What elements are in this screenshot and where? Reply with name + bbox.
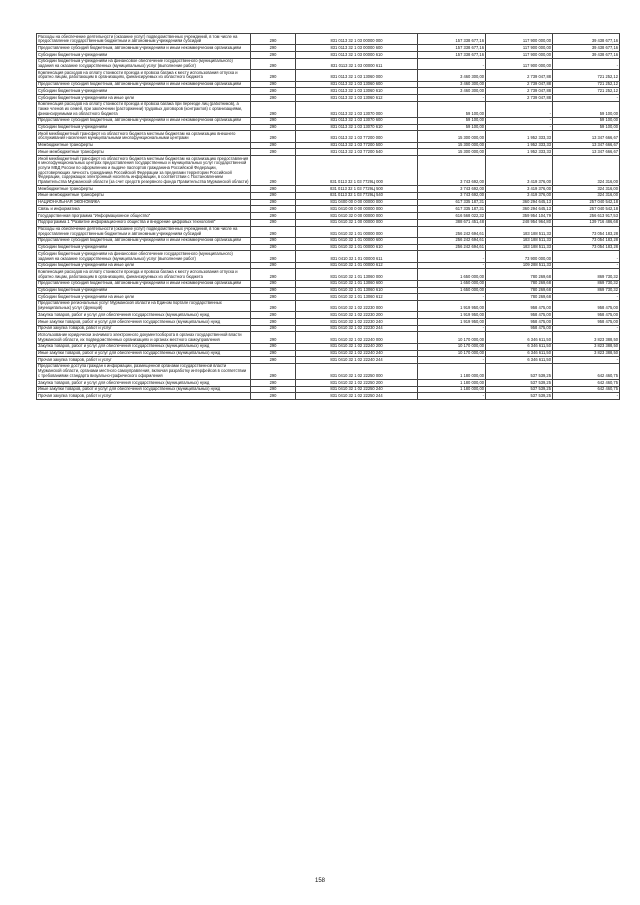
row-line-code-cell: 290 (251, 81, 296, 88)
row-unexecuted-cell: 13 347 666,67 (553, 131, 620, 142)
row-approved-cell: 10 170 000,00 (418, 350, 486, 357)
row-executed-cell: 1 952 333,33 (486, 142, 553, 149)
row-line-code-cell: 290 (251, 386, 296, 393)
row-unexecuted-cell: 73 054 183,28 (553, 226, 620, 237)
row-name-cell: Иные межбюджетные трансферты (37, 149, 251, 156)
row-budget-code-cell: 831 0410 32 1 02 22230 000 (296, 300, 418, 311)
row-executed-cell: 1 952 333,33 (486, 149, 553, 156)
row-executed-cell: 2 739 047,88 (486, 81, 553, 88)
row-name-cell: Межбюджетные трансферты (37, 186, 251, 193)
row-unexecuted-cell: - (553, 357, 620, 364)
row-name-cell: Субсидии бюджетным учреждениям на иные цели (37, 294, 251, 301)
row-approved-cell: - (418, 95, 486, 102)
row-approved-cell: 157 338 677,16 (418, 45, 486, 52)
row-name-cell: Иные закупки товаров, работ и услуг для обеспечения государственных (муниципальных) нужд (37, 386, 251, 393)
row-unexecuted-cell: 13 347 666,67 (553, 142, 620, 149)
row-executed-cell: 6 346 611,50 (486, 332, 553, 343)
row-approved-cell: 256 242 694,61 (418, 237, 486, 244)
row-name-cell: Расходы на обеспечение деятельности (оказание услуг) подведомственных учреждений, в том числе на предоставление государственным бюджетным и автономным учреждениям субсидий (37, 34, 251, 45)
row-name-cell: Подпрограмма 1 "Развитие информационного общества и внедрение цифровых технологий" (37, 219, 251, 226)
row-executed-cell: 183 188 511,33 (486, 244, 553, 251)
table-row (37, 363, 620, 379)
row-budget-code-cell: 831 0113 32 1 03 13060 600 (296, 81, 418, 88)
row-line-code-cell: 290 (251, 363, 296, 379)
row-name-cell: Компенсация расходов на оплату стоимости проезда и провоза багажа к месту использования отпуска и обратно лицам, работающим в организациях, финансируемых из областного бюджета (37, 269, 251, 280)
table-row (37, 312, 620, 319)
row-budget-code-cell: 831 0113 32 1 03 00000 000 (296, 34, 418, 45)
row-budget-code-cell: 831 0410 32 1 02 22240 244 (296, 357, 418, 364)
row-approved-cell: 256 242 694,61 (418, 226, 486, 237)
budget-table (36, 33, 620, 400)
row-name-cell: Предоставление субсидий бюджетным, автономным учреждениям и иным некоммерческим организациям (37, 237, 251, 244)
row-executed-cell: 2 739 047,88 (486, 70, 553, 81)
row-budget-code-cell: 831 0113 32 1 03 77200 500 (296, 142, 418, 149)
table-row (37, 380, 620, 387)
row-name-cell: Субсидии бюджетным учреждениям (37, 244, 251, 251)
row-line-code-cell: 290 (251, 300, 296, 311)
row-name-cell: Иные межбюджетные трансферты (37, 192, 251, 199)
row-line-code-cell: 290 (251, 45, 296, 52)
row-budget-code-cell: 831 0113 32 1 03 13070 610 (296, 124, 418, 131)
row-name-cell: Предоставление доступа граждан к информации, размещенной органами государственной власти Мурманской области, органами местного самоуправления, включая разработку интерфейсов в соответствии с требованиями стандарта визуально-графического оформления (37, 363, 251, 379)
row-line-code-cell: 290 (251, 149, 296, 156)
row-name-cell: Расходы на обеспечение деятельности (оказание услуг) подведомственных учреждений, в том числе на предоставление государственным бюджетным и автономным учреждениям субсидий (37, 226, 251, 237)
row-budget-code-cell: 831 0410 32 1 02 22250 240 (296, 386, 418, 393)
table-row (37, 280, 620, 287)
row-line-code-cell: 290 (251, 393, 296, 400)
row-executed-cell: 780 269,68 (486, 294, 553, 301)
row-name-cell: Прочая закупка товаров, работ и услуг (37, 393, 251, 400)
table-row (37, 186, 620, 193)
row-approved-cell: 3 743 692,00 (418, 192, 486, 199)
row-approved-cell: 1 650 000,00 (418, 287, 486, 294)
table-row (37, 300, 620, 311)
row-unexecuted-cell: 13 347 666,67 (553, 149, 620, 156)
row-name-cell: Иные закупки товаров, работ и услуг для обеспечения государственных (муниципальных) нужд (37, 319, 251, 326)
row-executed-cell: 73 900 000,00 (486, 251, 553, 262)
row-executed-cell: 117 900 000,00 (486, 52, 553, 59)
table-row (37, 124, 620, 131)
row-approved-cell: 1 180 000,00 (418, 363, 486, 379)
table-row (37, 350, 620, 357)
table-row (37, 199, 620, 206)
row-budget-code-cell: 831 0113 32 1 03 00000 610 (296, 52, 418, 59)
table-row (37, 58, 620, 69)
row-budget-code-cell: 831 0410 32 1 02 22250 200 (296, 380, 418, 387)
row-name-cell: Субсидии бюджетным учреждениям (37, 124, 251, 131)
row-executed-cell: 958 475,00 (486, 325, 553, 332)
row-executed-cell: 360 294 645,13 (486, 206, 553, 213)
row-approved-cell: 1 919 950,00 (418, 312, 486, 319)
row-name-cell: Предоставление субсидий бюджетным, автономным учреждениям и иным некоммерческим организациям (37, 280, 251, 287)
row-budget-code-cell: 831 0410 32 1 01 00000 000 (296, 226, 418, 237)
row-executed-cell: - (486, 124, 553, 131)
row-unexecuted-cell: 3 823 388,50 (553, 332, 620, 343)
row-approved-cell: 3 460 300,00 (418, 81, 486, 88)
table-row (37, 294, 620, 301)
row-name-cell: Субсидии бюджетным учреждениям на финансовое обеспечение государственного (муниципального) задания на оказание государственных (муниципальных) услуг (выполнение работ) (37, 251, 251, 262)
row-approved-cell: 617 335 187,31 (418, 199, 486, 206)
row-unexecuted-cell: 958 475,00 (553, 312, 620, 319)
row-budget-code-cell: 831 0410 32 1 02 22230 200 (296, 312, 418, 319)
row-approved-cell: - (418, 294, 486, 301)
row-name-cell: Иной межбюджетный трансферт из областного бюджета местным бюджетам на организацию внешнего обслуживания населения муниципальными многофункциональными центрами (37, 131, 251, 142)
row-line-code-cell: 290 (251, 70, 296, 81)
row-budget-code-cell: 831 0410 32 1 01 00000 611 (296, 251, 418, 262)
row-name-cell: Иной межбюджетный трансферт из областного бюджета местным бюджетам на организацию предоставления в многофункциональных центрах предоставления государственных и муниципальных услуг государственной услуги МВД России по оформлению и выдаче паспортов гражданина Российской Федерации, удостоверяющих личность гражданина Российской Федерации за пределами территории Российской Федерации, содержащих электронный носитель информации, в соответствии с Постановлением Правительства Мурманской области (за счет средств резервного фонда Правительства Мурманской области) (37, 156, 251, 186)
row-executed-cell: - (486, 117, 553, 124)
row-name-cell: Предоставление региональных услуг Мурманской области на Едином портале государственных (муниципальных) услуг (функций) (37, 300, 251, 311)
table-row (37, 156, 620, 186)
row-executed-cell: 117 900 000,00 (486, 34, 553, 45)
row-line-code-cell: 290 (251, 280, 296, 287)
row-unexecuted-cell: - (553, 95, 620, 102)
row-unexecuted-cell: - (553, 393, 620, 400)
row-unexecuted-cell: 642 460,75 (553, 380, 620, 387)
row-unexecuted-cell: - (553, 251, 620, 262)
row-approved-cell: 1 180 000,00 (418, 386, 486, 393)
row-executed-cell: 117 900 000,00 (486, 58, 553, 69)
row-executed-cell: 6 346 611,50 (486, 357, 553, 364)
row-unexecuted-cell: 958 475,00 (553, 319, 620, 326)
row-budget-code-cell: 831 0410 32 1 01 13060 600 (296, 280, 418, 287)
row-name-cell: Межбюджетные трансферты (37, 142, 251, 149)
table-row (37, 88, 620, 95)
row-unexecuted-cell: 721 252,12 (553, 70, 620, 81)
row-executed-cell: 2 739 047,88 (486, 88, 553, 95)
row-approved-cell: 3 743 692,00 (418, 186, 486, 193)
row-name-cell: Субсидии бюджетным учреждениям (37, 52, 251, 59)
row-budget-code-cell: 831 0410 32 1 02 22250 244 (296, 393, 418, 400)
row-line-code-cell: 290 (251, 95, 296, 102)
row-executed-cell: 537 539,25 (486, 380, 553, 387)
row-name-cell: Закупка товаров, работ и услуг для обеспечения государственных (муниципальных) нужд (37, 380, 251, 387)
row-budget-code-cell: 831 0410 00 0 00 00000 000 (296, 206, 418, 213)
row-unexecuted-cell: 139 716 486,68 (553, 219, 620, 226)
row-unexecuted-cell: 39 438 677,16 (553, 34, 620, 45)
table-row (37, 287, 620, 294)
row-approved-cell: 15 300 000,00 (418, 149, 486, 156)
row-budget-code-cell: 831 0410 32 1 01 00000 612 (296, 262, 418, 269)
row-approved-cell: 1 919 950,00 (418, 300, 486, 311)
table-row (37, 219, 620, 226)
row-line-code-cell: 290 (251, 142, 296, 149)
row-executed-cell: 1 952 333,33 (486, 131, 553, 142)
row-line-code-cell: 290 (251, 124, 296, 131)
row-unexecuted-cell: 3 823 388,50 (553, 343, 620, 350)
row-line-code-cell: 290 (251, 357, 296, 364)
row-executed-cell: 780 269,68 (486, 280, 553, 287)
row-unexecuted-cell: - (553, 294, 620, 301)
row-executed-cell: 958 475,00 (486, 312, 553, 319)
row-executed-cell: 537 539,25 (486, 393, 553, 400)
table-row (37, 325, 620, 332)
row-budget-code-cell: 831 0410 32 1 01 13060 612 (296, 294, 418, 301)
row-line-code-cell: 290 (251, 34, 296, 45)
row-approved-cell: - (418, 325, 486, 332)
table-row (37, 117, 620, 124)
row-name-cell: Субсидии бюджетным учреждениям (37, 88, 251, 95)
row-approved-cell: 616 568 022,32 (418, 213, 486, 220)
row-line-code-cell: 290 (251, 226, 296, 237)
row-unexecuted-cell: - (553, 325, 620, 332)
row-budget-code-cell: 831 0410 32 1 01 00000 610 (296, 244, 418, 251)
row-line-code-cell: 290 (251, 262, 296, 269)
row-executed-cell: 109 288 511,33 (486, 262, 553, 269)
row-approved-cell: 388 671 451,48 (418, 219, 486, 226)
row-line-code-cell: 290 (251, 88, 296, 95)
table-body (37, 34, 620, 400)
table-row (37, 34, 620, 45)
row-unexecuted-cell: 721 252,12 (553, 81, 620, 88)
row-budget-code-cell: 831 0410 32 1 02 22230 244 (296, 325, 418, 332)
row-name-cell: Закупка товаров, работ и услуг для обеспечения государственных (муниципальных) нужд (37, 312, 251, 319)
row-unexecuted-cell: 39 438 677,16 (553, 52, 620, 59)
table-row (37, 251, 620, 262)
row-budget-code-cell: 831 0410 32 1 02 22230 240 (296, 319, 418, 326)
row-line-code-cell: 290 (251, 206, 296, 213)
row-unexecuted-cell: 642 460,75 (553, 363, 620, 379)
row-line-code-cell: 290 (251, 325, 296, 332)
row-approved-cell: 10 170 000,00 (418, 343, 486, 350)
row-name-cell: Предоставление субсидий бюджетным, автономным учреждениям и иным некоммерческим организациям (37, 45, 251, 52)
row-executed-cell: 537 539,25 (486, 386, 553, 393)
row-name-cell: Закупка товаров, работ и услуг для обеспечения государственных (муниципальных) нужд (37, 343, 251, 350)
table-row (37, 142, 620, 149)
row-unexecuted-cell: 324 316,00 (553, 192, 620, 199)
row-approved-cell: 59 100,00 (418, 101, 486, 117)
row-name-cell: Предоставление субсидий бюджетным, автономным учреждениям и иным некоммерческим организациям (37, 81, 251, 88)
row-budget-code-cell: 831 0113 32 1 03 13070 000 (296, 101, 418, 117)
row-line-code-cell: 290 (251, 294, 296, 301)
row-budget-code-cell: 831 0113 32 1 03 7729Ц 500 (296, 186, 418, 193)
row-name-cell: Субсидии бюджетным учреждениям на финансовое обеспечение государственного (муниципального) задания на оказание государственных (муниципальных) услуг (выполнение работ) (37, 58, 251, 69)
row-unexecuted-cell: 39 438 677,16 (553, 45, 620, 52)
table-row (37, 81, 620, 88)
row-approved-cell: 59 100,00 (418, 117, 486, 124)
row-approved-cell: 617 335 187,31 (418, 206, 486, 213)
row-approved-cell: 10 170 000,00 (418, 332, 486, 343)
row-executed-cell: 183 188 511,33 (486, 226, 553, 237)
row-line-code-cell: 290 (251, 287, 296, 294)
row-name-cell: Иные закупки товаров, работ и услуг для обеспечения государственных (муниципальных) нужд (37, 350, 251, 357)
row-line-code-cell: 290 (251, 131, 296, 142)
table-row (37, 226, 620, 237)
row-unexecuted-cell: 73 054 183,28 (553, 237, 620, 244)
row-approved-cell: 157 338 677,16 (418, 34, 486, 45)
row-approved-cell: - (418, 357, 486, 364)
row-budget-code-cell: 831 0410 32 1 02 22250 000 (296, 363, 418, 379)
row-budget-code-cell: 831 0113 32 1 03 13060 000 (296, 70, 418, 81)
row-budget-code-cell: 831 0113 32 1 03 13060 610 (296, 88, 418, 95)
row-name-cell: Компенсация расходов на оплату стоимости проезда и провоза багажа к месту использования отпуска и обратно лицам, работающим в организациях, финансируемых из областного бюджета (37, 70, 251, 81)
row-executed-cell: 958 475,00 (486, 300, 553, 311)
row-name-cell: Субсидии бюджетным учреждениям (37, 287, 251, 294)
row-approved-cell: 59 100,00 (418, 124, 486, 131)
row-approved-cell: 256 242 694,61 (418, 244, 486, 251)
row-approved-cell: 1 650 000,00 (418, 269, 486, 280)
row-unexecuted-cell: 869 730,32 (553, 287, 620, 294)
table-row (37, 386, 620, 393)
row-budget-code-cell: 831 0410 32 1 02 22240 000 (296, 332, 418, 343)
row-name-cell: Компенсация расходов на оплату стоимости проезда и провоза багажа при переезде лиц (работников), а также членов их семей, при заключении (расторжении) трудовых договоров (контрактов) с организациями, финансируемыми из областного бюджета (37, 101, 251, 117)
row-line-code-cell: 290 (251, 213, 296, 220)
row-executed-cell: 3 419 376,00 (486, 192, 553, 199)
row-unexecuted-cell: 721 252,12 (553, 88, 620, 95)
row-name-cell: Прочая закупка товаров, работ и услуг (37, 325, 251, 332)
row-unexecuted-cell: 958 475,00 (553, 300, 620, 311)
row-executed-cell: 958 475,00 (486, 319, 553, 326)
row-approved-cell: 15 300 000,00 (418, 142, 486, 149)
table-row (37, 319, 620, 326)
table-row (37, 131, 620, 142)
row-line-code-cell: 290 (251, 380, 296, 387)
row-approved-cell: - (418, 393, 486, 400)
table-row (37, 357, 620, 364)
table-row (37, 393, 620, 400)
row-executed-cell: 183 188 511,33 (486, 237, 553, 244)
row-executed-cell: 6 346 611,50 (486, 350, 553, 357)
row-line-code-cell: 290 (251, 199, 296, 206)
row-budget-code-cell: 831 0113 32 1 03 7729Ц 000 (296, 156, 418, 186)
table-row (37, 95, 620, 102)
row-approved-cell: 157 338 677,16 (418, 52, 486, 59)
table-row (37, 332, 620, 343)
table-row (37, 343, 620, 350)
row-budget-code-cell: 831 0113 32 1 03 7729Ц 540 (296, 192, 418, 199)
row-budget-code-cell: 831 0113 32 1 03 13070 600 (296, 117, 418, 124)
row-budget-code-cell: 831 0400 00 0 00 00000 000 (296, 199, 418, 206)
row-budget-code-cell: 831 0113 32 1 03 77200 540 (296, 149, 418, 156)
row-executed-cell: 6 346 611,50 (486, 343, 553, 350)
table-row (37, 206, 620, 213)
row-unexecuted-cell: - (553, 262, 620, 269)
row-unexecuted-cell: 3 823 388,50 (553, 350, 620, 357)
table-row (37, 213, 620, 220)
row-executed-cell: 117 900 000,00 (486, 45, 553, 52)
row-line-code-cell: 290 (251, 156, 296, 186)
table-row (37, 45, 620, 52)
row-budget-code-cell: 831 0410 32 1 01 00000 600 (296, 237, 418, 244)
row-executed-cell: 3 419 376,00 (486, 186, 553, 193)
row-approved-cell: - (418, 58, 486, 69)
row-name-cell: НАЦИОНАЛЬНАЯ ЭКОНОМИКА (37, 199, 251, 206)
page-number: 158 (314, 878, 325, 884)
row-unexecuted-cell: 257 040 542,18 (553, 206, 620, 213)
row-line-code-cell: 290 (251, 312, 296, 319)
table-row (37, 244, 620, 251)
row-name-cell: Использование юридически значимого электронного документооборота в органах государственной власти Мурманской области, их подведомственных организациях и органах местного самоуправления (37, 332, 251, 343)
row-unexecuted-cell: 324 316,00 (553, 186, 620, 193)
row-name-cell: Прочая закупка товаров, работ и услуг (37, 357, 251, 364)
row-line-code-cell: 290 (251, 52, 296, 59)
row-line-code-cell: 290 (251, 319, 296, 326)
row-budget-code-cell: 831 0113 32 1 03 77200 000 (296, 131, 418, 142)
row-line-code-cell: 290 (251, 186, 296, 193)
table-row (37, 70, 620, 81)
row-line-code-cell: 290 (251, 192, 296, 199)
table-row (37, 269, 620, 280)
row-approved-cell: - (418, 251, 486, 262)
row-line-code-cell: 290 (251, 251, 296, 262)
row-executed-cell: 780 269,68 (486, 269, 553, 280)
row-budget-code-cell: 831 0410 32 1 00 00000 000 (296, 219, 418, 226)
row-executed-cell: 360 294 645,13 (486, 199, 553, 206)
row-name-cell: Субсидии бюджетным учреждениям на иные цели (37, 262, 251, 269)
row-budget-code-cell: 831 0113 32 1 03 00000 611 (296, 58, 418, 69)
row-executed-cell: 359 954 104,79 (486, 213, 553, 220)
row-approved-cell: 1 919 950,00 (418, 319, 486, 326)
row-executed-cell: 3 419 376,00 (486, 156, 553, 186)
table-row (37, 192, 620, 199)
row-approved-cell: 1 180 000,00 (418, 380, 486, 387)
row-approved-cell: - (418, 262, 486, 269)
row-budget-code-cell: 831 0410 32 1 01 13060 000 (296, 269, 418, 280)
row-name-cell: Субсидии бюджетным учреждениям на иные цели (37, 95, 251, 102)
row-line-code-cell: 290 (251, 244, 296, 251)
row-budget-code-cell: 831 0410 32 1 02 22240 240 (296, 350, 418, 357)
row-budget-code-cell: 831 0410 32 1 01 13060 610 (296, 287, 418, 294)
row-unexecuted-cell: 869 730,32 (553, 269, 620, 280)
row-executed-cell: 2 739 047,88 (486, 95, 553, 102)
row-unexecuted-cell: 324 316,00 (553, 156, 620, 186)
row-name-cell: Предоставление субсидий бюджетным, автономным учреждениям и иным некоммерческим организациям (37, 117, 251, 124)
row-name-cell: Связь и информатика (37, 206, 251, 213)
row-unexecuted-cell: 256 613 917,53 (553, 213, 620, 220)
row-unexecuted-cell: 59 100,00 (553, 101, 620, 117)
table-row (37, 237, 620, 244)
row-unexecuted-cell: 59 100,00 (553, 117, 620, 124)
row-budget-code-cell: 831 0410 32 1 02 22240 200 (296, 343, 418, 350)
table-row (37, 101, 620, 117)
row-line-code-cell: 290 (251, 219, 296, 226)
row-budget-code-cell: 831 0113 32 1 03 00000 600 (296, 45, 418, 52)
row-line-code-cell: 290 (251, 117, 296, 124)
row-unexecuted-cell: 869 730,32 (553, 280, 620, 287)
row-line-code-cell: 290 (251, 58, 296, 69)
row-unexecuted-cell: 73 054 183,28 (553, 244, 620, 251)
row-approved-cell: 3 743 692,00 (418, 156, 486, 186)
row-unexecuted-cell: - (553, 58, 620, 69)
row-budget-code-cell: 831 0113 32 1 03 13060 612 (296, 95, 418, 102)
row-budget-code-cell: 831 0410 32 0 00 00000 000 (296, 213, 418, 220)
row-executed-cell: 537 539,25 (486, 363, 553, 379)
row-unexecuted-cell: 59 100,00 (553, 124, 620, 131)
row-line-code-cell: 290 (251, 237, 296, 244)
table-row (37, 262, 620, 269)
row-line-code-cell: 290 (251, 332, 296, 343)
row-line-code-cell: 290 (251, 269, 296, 280)
row-executed-cell: 780 269,68 (486, 287, 553, 294)
row-approved-cell: 3 460 300,00 (418, 70, 486, 81)
row-line-code-cell: 290 (251, 350, 296, 357)
table-row (37, 149, 620, 156)
row-unexecuted-cell: 642 460,75 (553, 386, 620, 393)
row-approved-cell: 1 650 000,00 (418, 280, 486, 287)
row-name-cell: Государственная программа "Информационное общество" (37, 213, 251, 220)
row-executed-cell: 248 954 964,80 (486, 219, 553, 226)
row-unexecuted-cell: 257 040 542,18 (553, 199, 620, 206)
row-approved-cell: 3 460 300,00 (418, 88, 486, 95)
row-executed-cell: - (486, 101, 553, 117)
row-line-code-cell: 290 (251, 101, 296, 117)
table-row (37, 52, 620, 59)
row-line-code-cell: 290 (251, 343, 296, 350)
row-approved-cell: 15 300 000,00 (418, 131, 486, 142)
